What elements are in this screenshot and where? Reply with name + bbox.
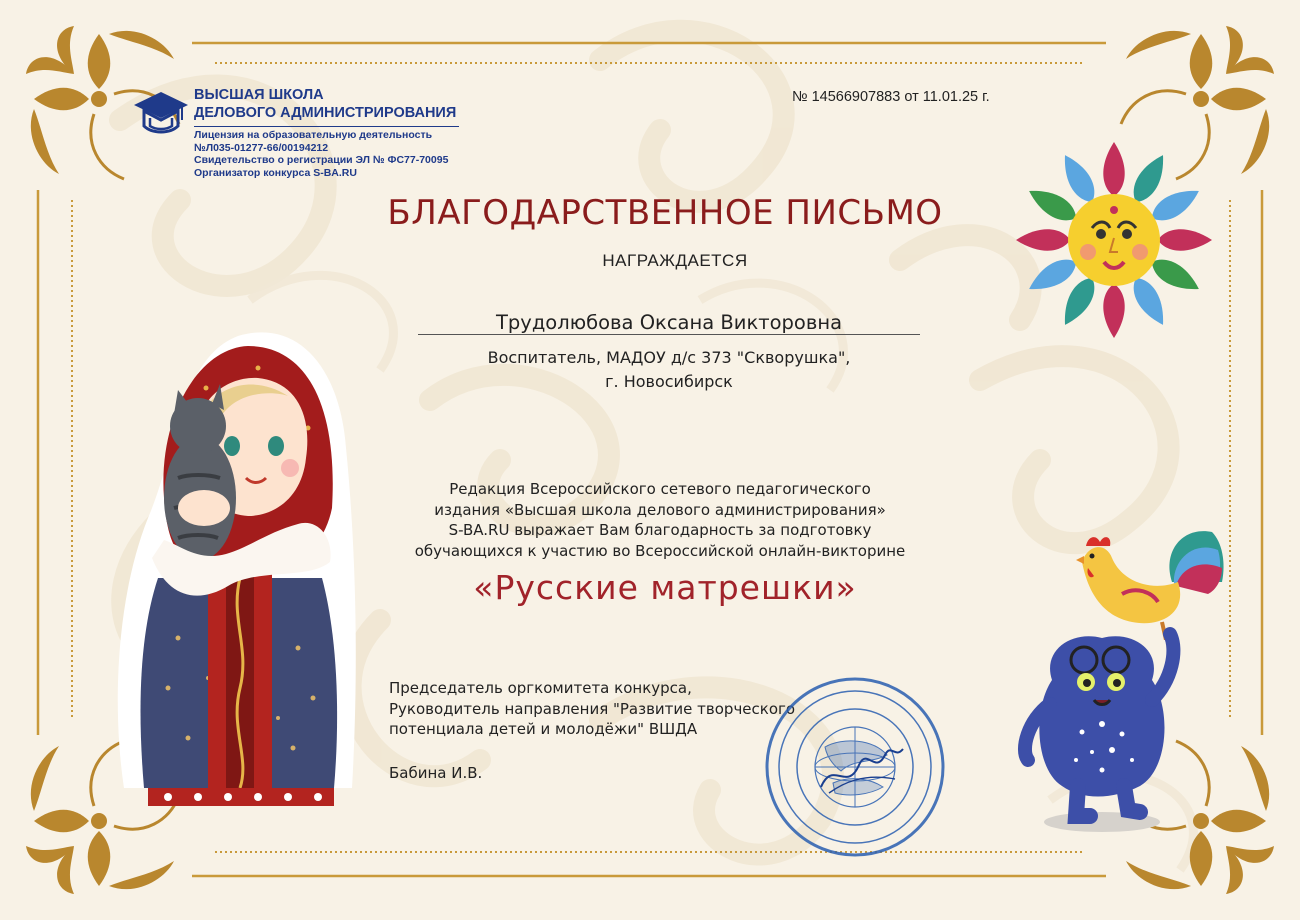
sun-illustration <box>1008 135 1220 345</box>
document-number: № 14566907883 от 11.01.25 г. <box>792 89 990 105</box>
gratitude-line3: S-BA.RU выражает Вам благодарность за подготовку <box>448 521 872 539</box>
logo-title-line1: ВЫСШАЯ ШКОЛА <box>194 87 324 103</box>
chairman-line1: Председатель оргкомитета конкурса, <box>389 679 692 697</box>
gratitude-text <box>380 479 940 561</box>
monster-illustration <box>1012 620 1192 835</box>
logo-divider <box>194 126 459 127</box>
license-line1: Лицензия на образовательную деятельность <box>194 129 433 141</box>
organization-logo <box>132 84 492 184</box>
signer-name: Бабина И.В. <box>389 764 483 782</box>
position-line2: г. Новосибирск <box>605 372 733 391</box>
logo-title <box>194 86 456 122</box>
chairman-line3: потенциала детей и молодёжи" ВШДА <box>389 720 698 738</box>
matryoshka-illustration <box>108 318 368 813</box>
official-stamp <box>763 675 947 859</box>
graduation-cap-icon <box>132 88 190 138</box>
certificate-title: БЛАГОДАРСТВЕННОЕ ПИСЬМО <box>387 193 943 233</box>
awarded-label: НАГРАЖДАЕТСЯ <box>602 251 748 270</box>
chairman-line2: Руководитель направления "Развитие творческого <box>389 699 796 718</box>
gratitude-line1: Редакция Всероссийского сетевого педагогического <box>449 480 871 498</box>
logo-details <box>194 129 448 179</box>
logo-title-line2: ДЕЛОВОГО АДМИНИСТРИРОВАНИЯ <box>194 105 457 121</box>
chairman-title <box>389 678 795 740</box>
gratitude-line2: издания «Высшая школа делового администрирования» <box>434 500 886 519</box>
recipient-position <box>418 346 920 394</box>
recipient-underline <box>418 334 920 335</box>
registration-text: Свидетельство о регистрации ЭЛ № ФС77-70095 <box>194 154 449 166</box>
organizer-text: Организатор конкурса S-BA.RU <box>194 166 357 179</box>
license-line2: №Л035-01277-66/00194212 <box>194 141 329 154</box>
quiz-title: «Русские матрешки» <box>473 568 857 607</box>
position-line1: Воспитатель, МАДОУ д/с 373 "Скворушка", <box>487 348 851 367</box>
gratitude-line4: обучающихся к участию во Всероссийской онлайн-викторине <box>414 541 906 560</box>
recipient-name: Трудолюбова Оксана Викторовна <box>495 311 843 334</box>
